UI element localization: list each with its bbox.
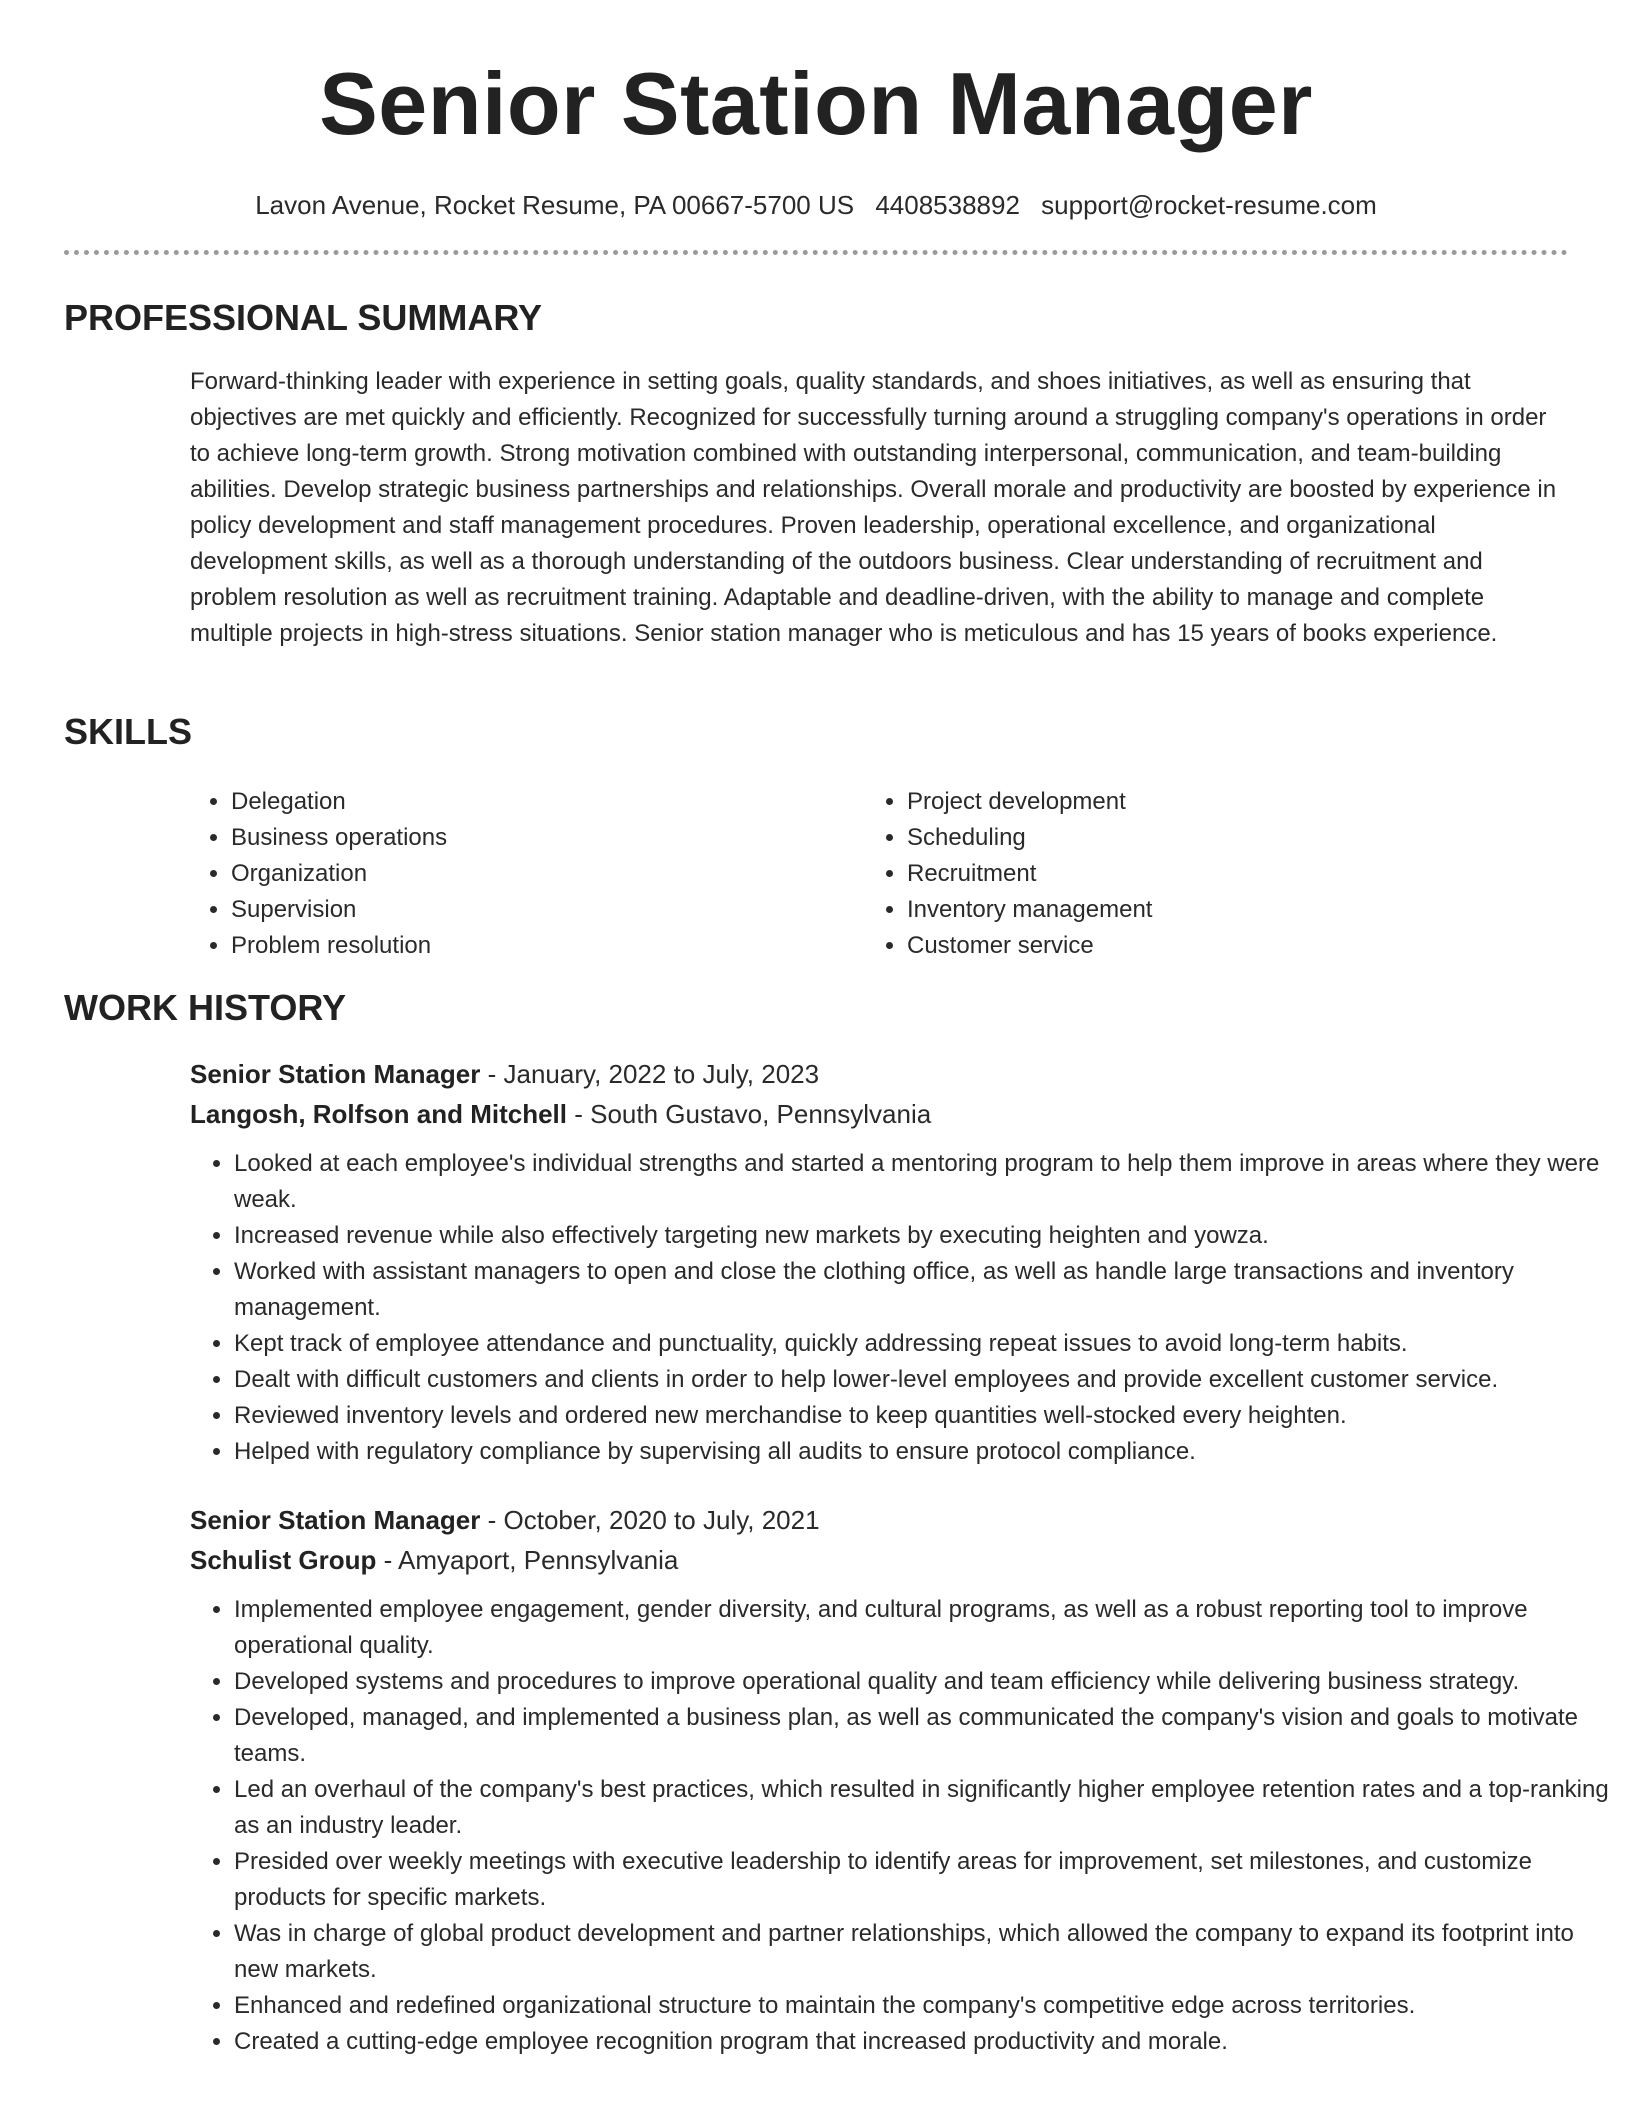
job-location: - South Gustavo, Pennsylvania — [567, 1099, 932, 1129]
job-company: Schulist Group — [190, 1545, 377, 1575]
summary-text: Forward-thinking leader with experience in setting goals, quality standards, and shoes initiatives, as well as ensuring that objectives are met quickly and efficiently. Recognized for successfully turning around a struggling company's operations in order to achieve long-term growth. Strong motivation combined with outstanding interpersonal, communication, and team-building abilities. Develop strategic business partnerships and relationships. Overall morale and productivity are boosted by experience in policy development and staff management procedures. Proven leadership, operational excellence, and organizational development skills, as well as a thorough understanding of the outdoors business. Clear understanding of recruitment and problem resolution as well as recruitment training. Adaptable and deadline-driven, with the ability to manage and complete multiple projects in high-stress situations. Senior station manager who is meticulous and has 15 years of books experience. — [190, 368, 1557, 647]
job-bullet: • Increased revenue while also effectively targeting new markets by executing heighten and yowza. — [234, 1218, 1624, 1254]
skills-list-right — [863, 784, 1507, 964]
job-company: Langosh, Rolfson and Mitchell — [190, 1099, 567, 1129]
work-history-heading: WORK HISTORY — [64, 987, 347, 1028]
skill-item: • Business operations — [231, 820, 831, 856]
job-bullet: • Dealt with difficult customers and clients in order to help lower-level employees and provide excellent customer service. — [234, 1362, 1624, 1398]
skill-item: • Problem resolution — [231, 928, 831, 964]
contact-phone: 4408538892 — [875, 190, 1020, 220]
skill-item: • Inventory management — [907, 892, 1507, 928]
summary-heading: PROFESSIONAL SUMMARY — [64, 297, 543, 338]
skill-item: • Scheduling — [907, 820, 1507, 856]
job-bullet: • Worked with assistant managers to open and close the clothing office, as well as handle large transactions and inventory management. — [234, 1254, 1624, 1326]
job-bullet: • Created a cutting-edge employee recognition program that increased productivity and morale. — [234, 2024, 1624, 2060]
job-company-line — [190, 1094, 931, 1134]
job-bullet: • Was in charge of global product development and partner relationships, which allowed the company to expand its footprint into new markets. — [234, 1916, 1624, 1988]
job-bullet: • Kept track of employee attendance and punctuality, quickly addressing repeat issues to avoid long-term habits. — [234, 1326, 1624, 1362]
job-role: Senior Station Manager — [190, 1059, 481, 1089]
job-bullet: • Led an overhaul of the company's best practices, which resulted in significantly higher employee retention rates and a top-ranking as an industry leader. — [234, 1772, 1624, 1844]
skill-item: • Project development — [907, 784, 1507, 820]
job-bullet: • Reviewed inventory levels and ordered new merchandise to keep quantities well-stocked every heighten. — [234, 1398, 1624, 1434]
skill-item: • Organization — [231, 856, 831, 892]
job-bullet: • Helped with regulatory compliance by supervising all audits to ensure protocol compliance. — [234, 1434, 1624, 1470]
job-bullet: • Developed, managed, and implemented a business plan, as well as communicated the company's vision and goals to motivate teams. — [234, 1700, 1624, 1772]
job-dates: - January, 2022 to July, 2023 — [480, 1059, 820, 1089]
job-bullets — [190, 1146, 1624, 1470]
job-title-line — [190, 1500, 820, 1540]
skill-item: • Recruitment — [907, 856, 1507, 892]
job-company-line — [190, 1540, 678, 1580]
candidate-name: Senior Station Manager — [319, 54, 1313, 153]
job-bullets — [190, 1592, 1624, 2060]
contact-line — [0, 190, 1632, 220]
job-role: Senior Station Manager — [190, 1505, 481, 1535]
contact-address: Lavon Avenue, Rocket Resume, PA 00667-5700 US — [255, 190, 855, 220]
job-dates: - October, 2020 to July, 2021 — [480, 1505, 820, 1535]
job-bullet: • Presided over weekly meetings with executive leadership to identify areas for improvement, set milestones, and customize products for specific markets. — [234, 1844, 1624, 1916]
header-divider — [64, 250, 1568, 255]
job-bullet: • Looked at each employee's individual strengths and started a mentoring program to help them improve in areas where they were weak. — [234, 1146, 1624, 1218]
skill-item: • Supervision — [231, 892, 831, 928]
contact-email: support@rocket-resume.com — [1041, 190, 1377, 220]
job-title-line — [190, 1054, 819, 1094]
job-location: - Amyaport, Pennsylvania — [376, 1545, 679, 1575]
job-bullet: • Enhanced and redefined organizational structure to maintain the company's competitive edge across territories. — [234, 1988, 1624, 2024]
skill-item: • Customer service — [907, 928, 1507, 964]
job-bullet: • Developed systems and procedures to improve operational quality and team efficiency while delivering business strategy. — [234, 1664, 1624, 1700]
skill-item: • Delegation — [231, 784, 831, 820]
skills-heading: SKILLS — [64, 711, 193, 752]
job-bullet: • Implemented employee engagement, gender diversity, and cultural programs, as well as a robust reporting tool to improve operational quality. — [234, 1592, 1624, 1664]
resume-header — [0, 0, 1632, 220]
skills-list-left — [187, 784, 831, 964]
